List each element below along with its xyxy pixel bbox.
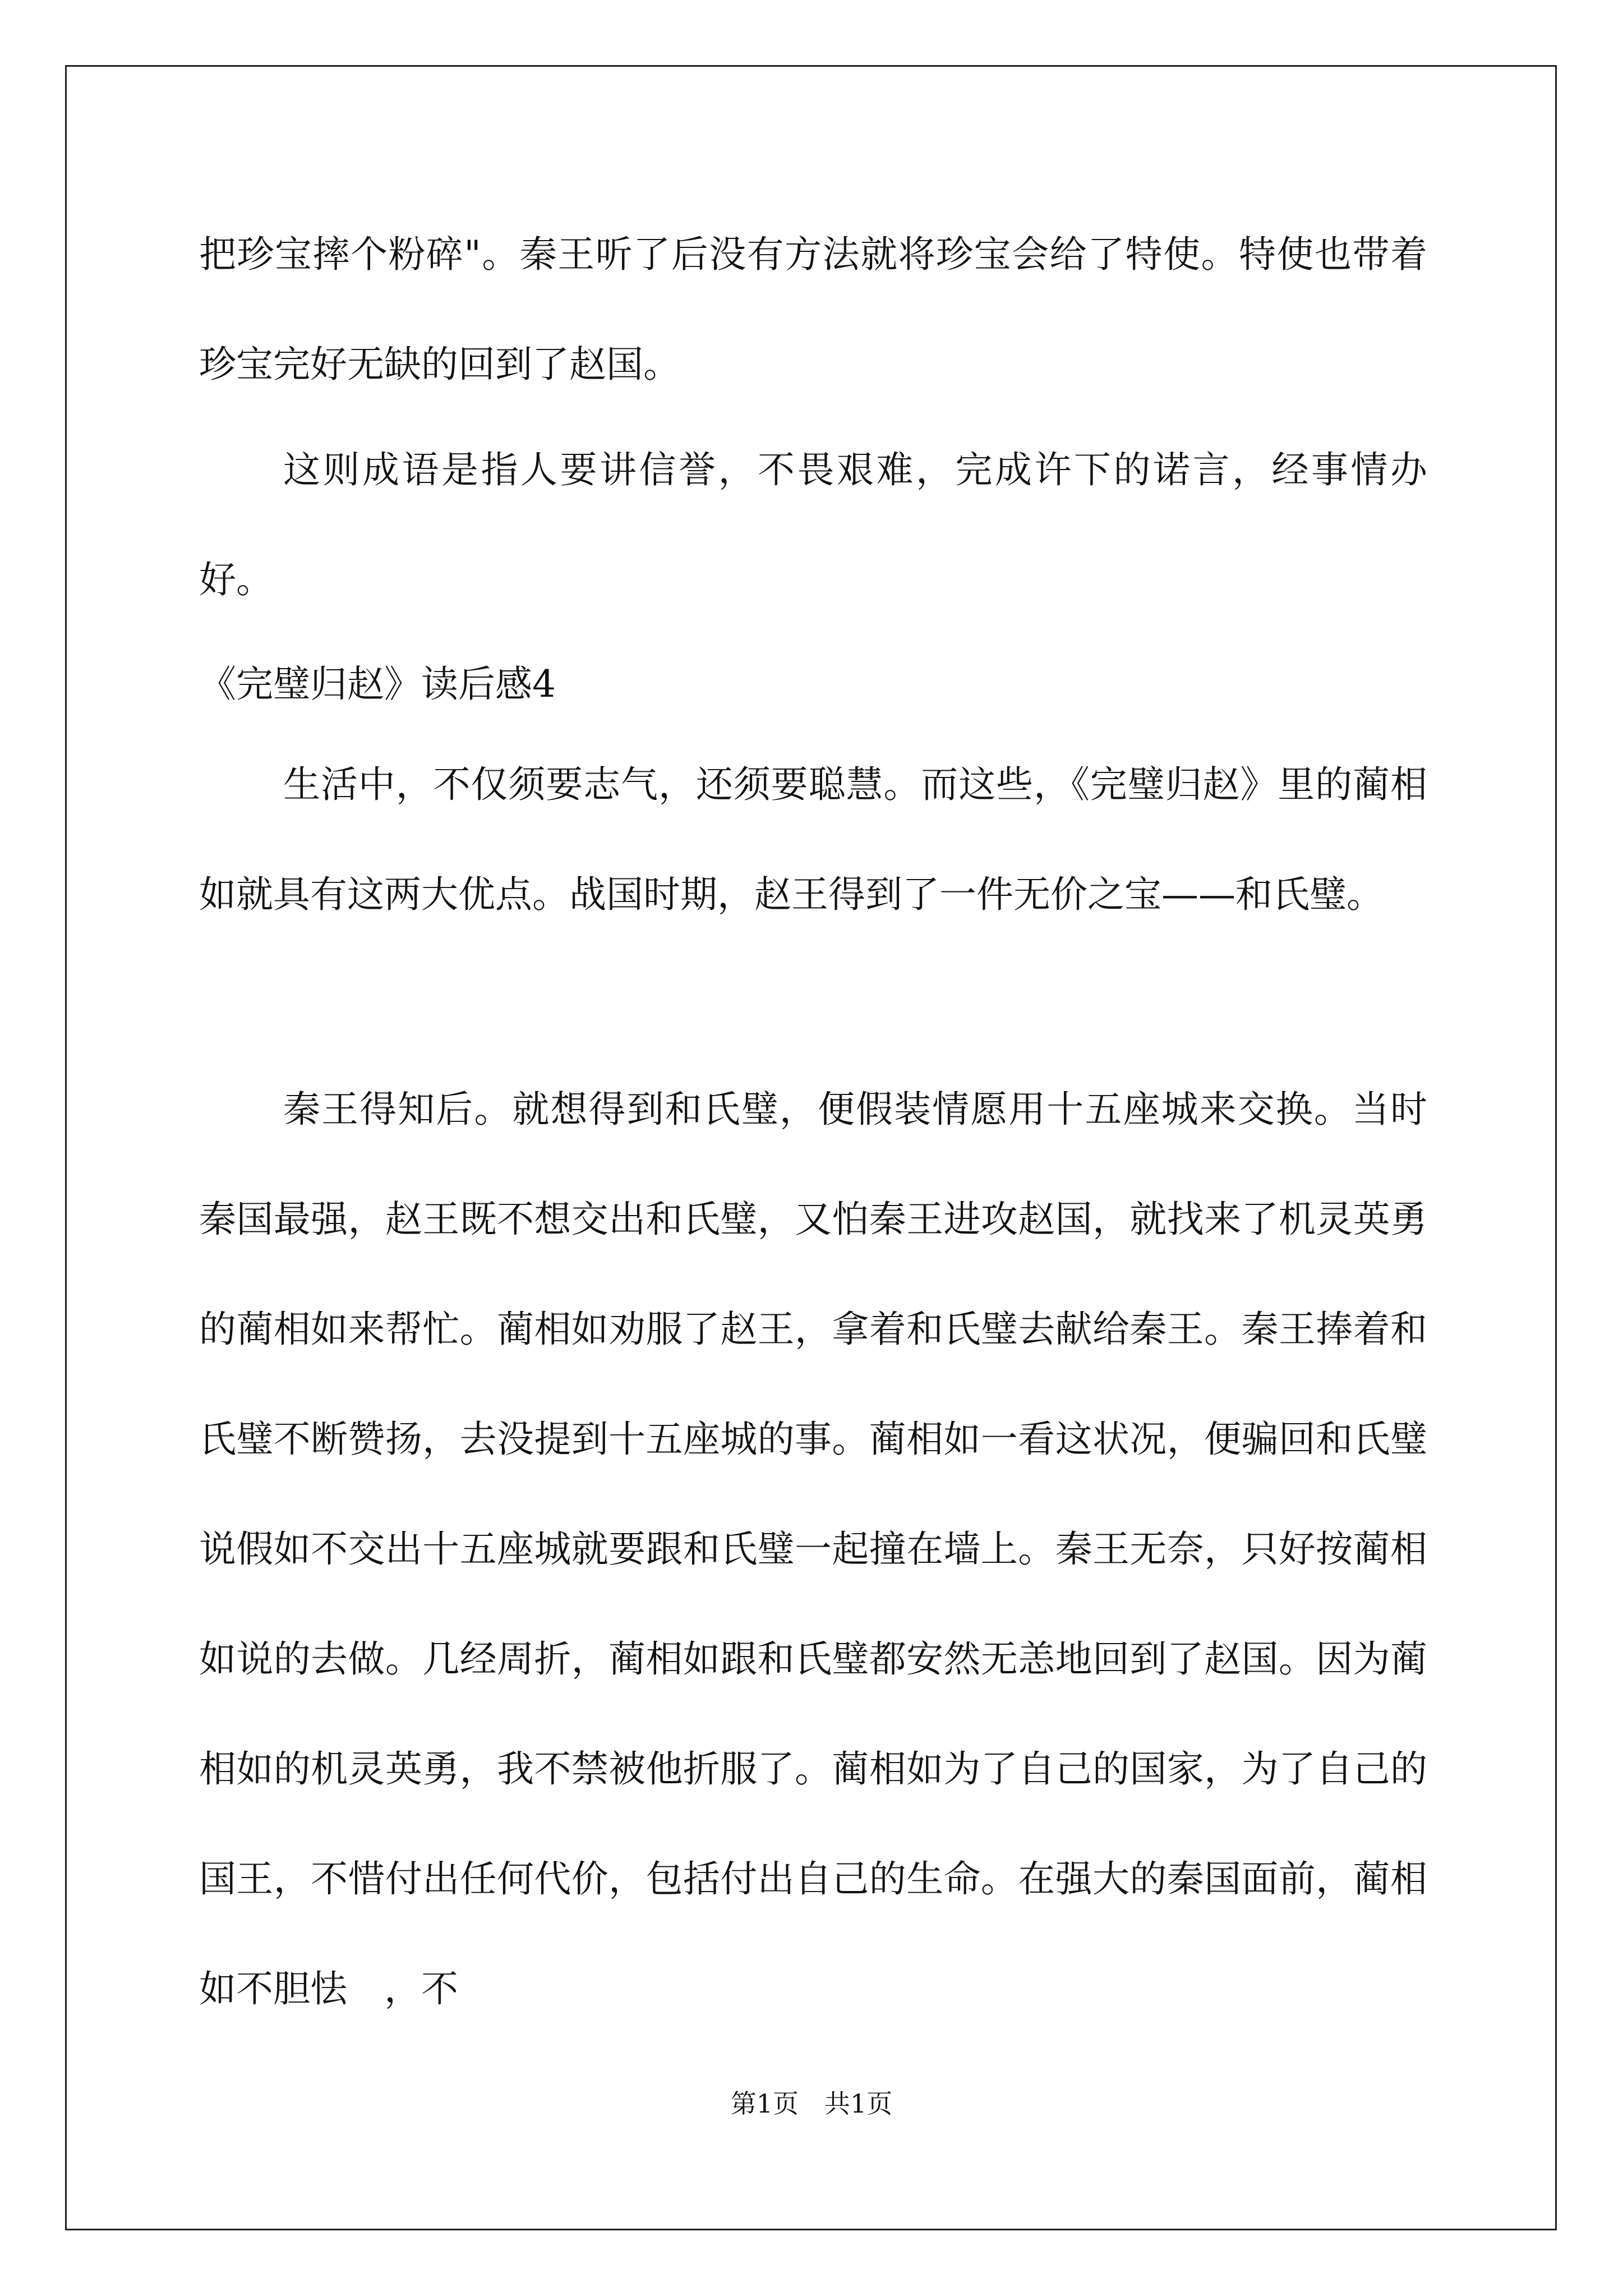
paragraph-3: 生活中，不仅须要志气，还须要聪慧。而这些，《完璧归赵》里的蔺相如就具有这两大优点。战国时期，赵王得到了一件无价之宝——和氏璧。 <box>199 763 1427 916</box>
section-heading: 《完璧归赵》读后感4 <box>199 662 556 706</box>
page-footer: 第1页 共1页 <box>730 2088 893 2119</box>
paragraph-4: 秦王得知后。就想得到和氏璧，便假装情愿用十五座城来交换。当时秦国最强，赵王既不想交出和氏璧，又怕秦王进攻赵国，就找来了机灵英勇的蔺相如来帮忙。蔺相如劝服了赵王，拿着和氏璧去献给秦王。秦王捧着和氏璧不断赞扬，去没提到十五座城的事。蔺相如一看这状况，便骗回和氏璧说假如不交出十五座城就要跟和氏璧一起撞在墙上。秦王无奈，只好按蔺相如说的去做。几经周折，蔺相如跟和氏璧都安然无恙地回到了赵国。因为蔺相如的机灵英勇，我不禁被他折服了。蔺相如为了自己的国家，为了自己的国王，不惜付出任何代价，包括付出自己的生命。在强大的秦国面前，蔺相如不胆怯 ，不 <box>199 1088 1427 2010</box>
paragraph-2: 这则成语是指人要讲信誉，不畏艰难，完成许下的诺言，经事情办好。 <box>199 448 1427 601</box>
paragraph-1: 把珍宝摔个粉碎"。秦王听了后没有方法就将珍宝会给了特使。特使也带着珍宝完好无缺的回到了赵国。 <box>199 233 1427 386</box>
